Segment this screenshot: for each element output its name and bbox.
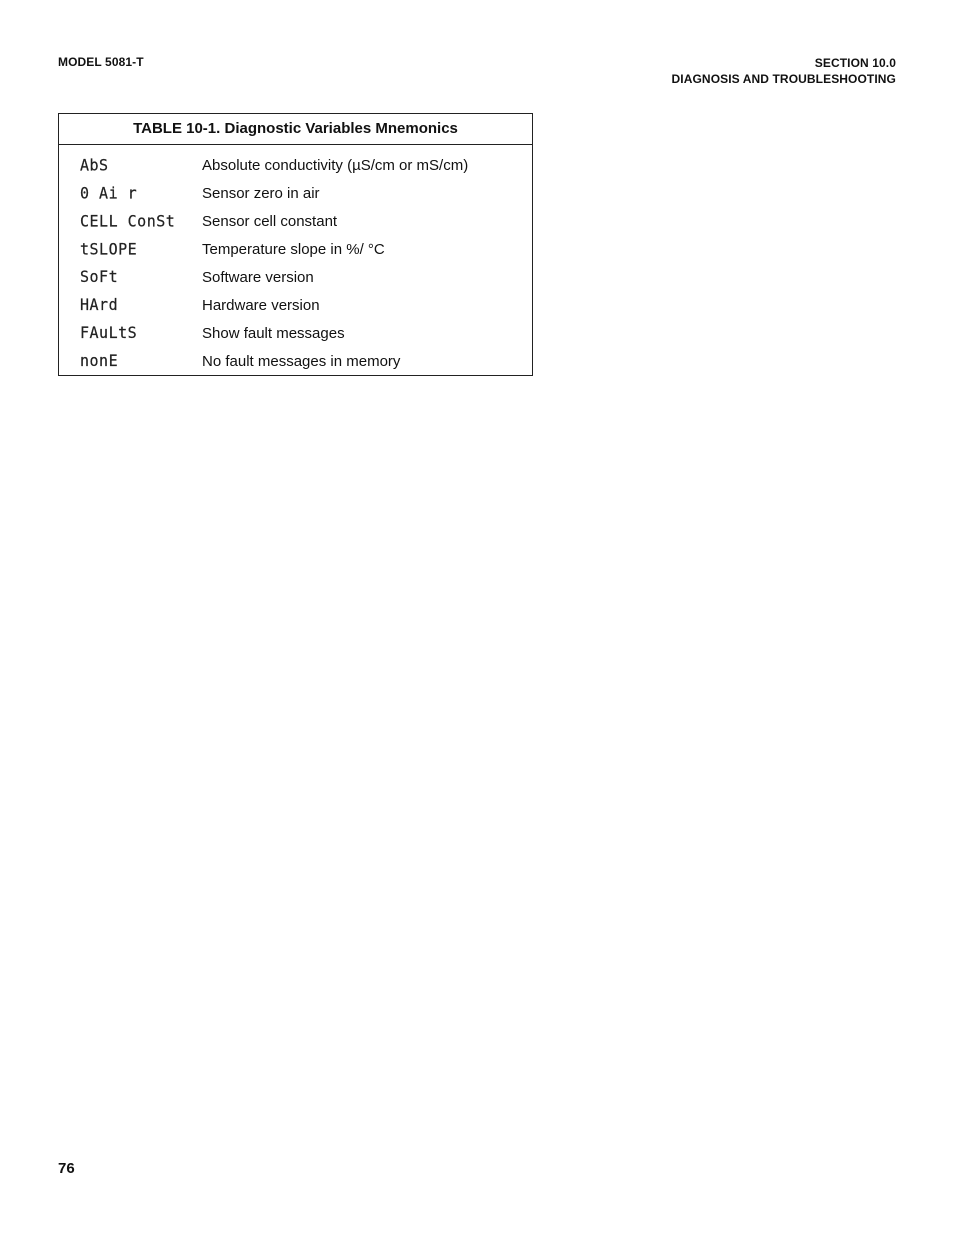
description-cell: Sensor zero in air <box>202 184 320 202</box>
mnemonic-cell: HArd <box>80 295 119 315</box>
section-title: DIAGNOSIS AND TROUBLESHOOTING <box>671 72 896 86</box>
mnemonic-cell: CELL ConSt <box>80 211 176 231</box>
mnemonic-cell: SoFt <box>80 267 119 287</box>
table-row <box>59 179 532 207</box>
table-row <box>59 235 532 263</box>
mnemonic-cell: AbS <box>80 155 109 175</box>
description-cell: No fault messages in memory <box>202 352 401 370</box>
table-row <box>59 207 532 235</box>
description-cell: Hardware version <box>202 296 320 314</box>
table-row <box>59 347 532 375</box>
model-header: MODEL 5081-T <box>58 55 144 69</box>
section-number: SECTION 10.0 <box>814 56 896 70</box>
mnemonic-cell: 0 Ai r <box>80 183 138 203</box>
page-number: 76 <box>58 1160 75 1177</box>
description-cell: Absolute conductivity (µS/cm or mS/cm) <box>202 156 469 174</box>
description-cell: Software version <box>202 268 314 286</box>
description-cell: Temperature slope in %/ °C <box>202 240 385 258</box>
table-row <box>59 151 532 179</box>
mnemonic-cell: FAuLtS <box>80 323 138 343</box>
section-header <box>672 55 896 87</box>
table-title: TABLE 10-1. Diagnostic Variables Mnemonics <box>59 114 532 145</box>
mnemonics-table <box>58 113 533 376</box>
mnemonic-cell: nonE <box>80 351 119 371</box>
table-row <box>59 263 532 291</box>
table-rows <box>59 145 532 375</box>
table-row <box>59 319 532 347</box>
description-cell: Show fault messages <box>202 324 345 342</box>
description-cell: Sensor cell constant <box>202 212 338 230</box>
table-row <box>59 291 532 319</box>
mnemonic-cell: tSLOPE <box>80 239 138 259</box>
